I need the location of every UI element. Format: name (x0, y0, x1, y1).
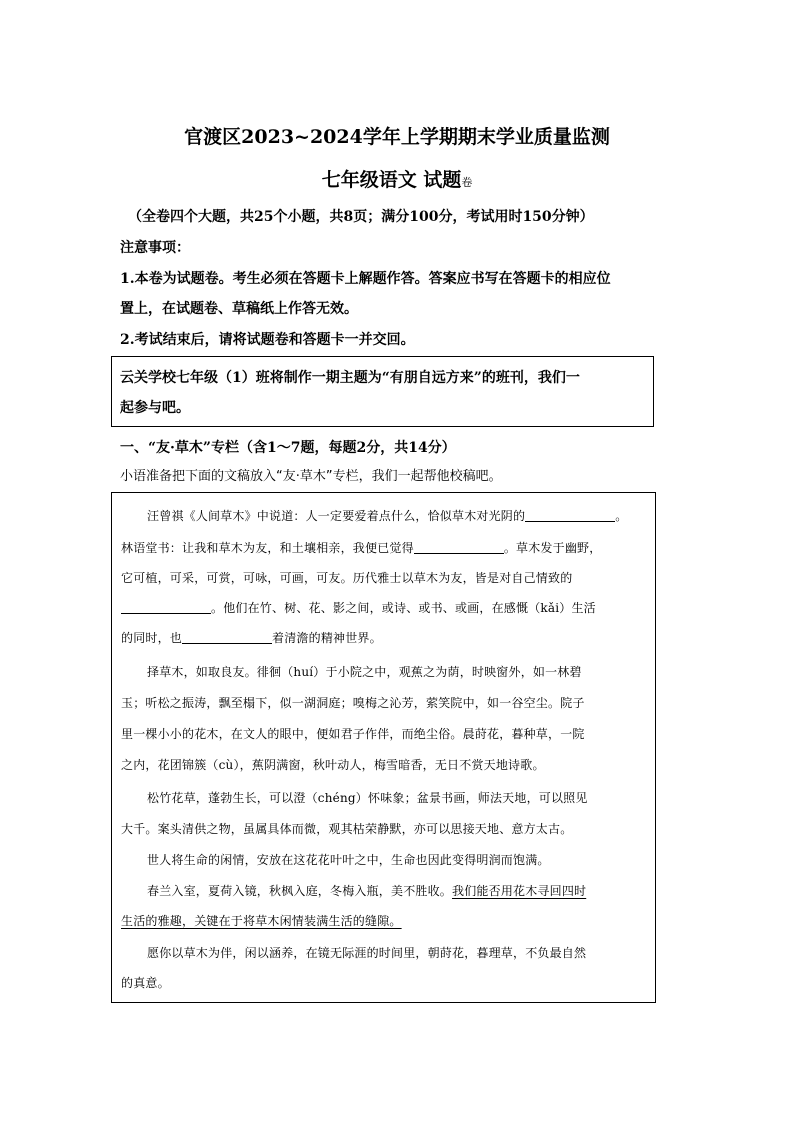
fill-blank-4 (182, 630, 272, 644)
passage-text: 着清澹的精神世界。 (272, 631, 382, 645)
note-item-1-line-2: 置上，在试题卷、草稿纸上作答无效。 (120, 301, 358, 317)
note-item-2: 2.考试结束后，请将试题卷和答题卡一并交回。 (120, 332, 415, 348)
passage-line: 择草木，如取良友。徘徊（huí）于小院之中，观蕉之为荫，时映窗外，如一林碧 (147, 665, 582, 679)
section-heading: 一、“友·草木”专栏（含1～7题，每题2分，共14分） (120, 440, 456, 456)
passage-line (147, 507, 627, 525)
passage-line: 里一棵小小的花木，在文人的眼中，便如君子作伴，而绝尘俗。晨莳花，暮种草，一院 (121, 727, 585, 741)
passage-line: 世人将生命的闲情，安放在这花花叶叶之中，生命也因此变得明润而饱满。 (147, 853, 550, 867)
passage-line: 的真意。 (121, 976, 170, 990)
section-subheading: 小语准备把下面的文稿放入“友·草木”专栏，我们一起帮他校稿吧。 (120, 469, 502, 484)
passage-line (147, 882, 586, 900)
passage-text: 。草木发于幽野， (503, 541, 602, 555)
note-item-1-line-1: 1.本卷为试题卷。考生必须在答题卡上解题作答。答案应书写在答题卡的相应位 (120, 271, 611, 287)
fill-blank-2 (414, 540, 504, 554)
exam-title: 官渡区2023~2024学年上学期期末学业质量监测 (184, 126, 610, 148)
fill-blank-1 (525, 508, 615, 522)
passage-text: 汪曾祺《人间草木》中说道：人一定要爱着点什么，恰似草木对光阴的 (147, 509, 526, 523)
passage-line: 松竹花草，蓬勃生长，可以澄（chéng）怀味象；盆景书画，师法天地，可以照见 (147, 791, 588, 805)
underlined-sentence: 生活的雅趣，关键在于将草木闲情装满生活的缝隙。 (121, 914, 402, 928)
passage-line (121, 539, 601, 557)
passage-line: 愿你以草木为伴，闲以涵养，在镜无际涯的时间里，朝莳花，暮理草，不负最自然 (147, 946, 587, 960)
passage-line: 它可植，可采，可赏，可咏，可画，可友。历代雅士以草木为友，皆是对自己情致的 (121, 571, 573, 585)
intro-line-1: 云关学校七年级（1）班将制作一期主题为“有朋自远方来”的班刊，我们一 (120, 370, 580, 386)
passage-line: 大千。案头清供之物，虽属具体而微，观其枯荣静默，亦可以思接天地、意方太古。 (121, 822, 573, 836)
passage-text: 。他们在竹、树、花、影之间，或诗、或书、或画，在感慨（kǎi）生活 (211, 601, 596, 615)
passage-text: 的同时，也 (121, 631, 183, 645)
passage-line: 之内，花团锦簇（cù），蕉阴满窗，秋叶动人，梅雪暗香，无日不赏天地诗歌。 (121, 758, 545, 772)
passage-line (121, 912, 402, 930)
passage-text: 。 (615, 509, 628, 523)
intro-line-2: 起参与吧。 (120, 400, 190, 416)
underlined-sentence: 我们能否用花木寻回四时 (452, 884, 587, 898)
passage-line: 玉；听松之振涛，飘至榻下，似一湖洞庭；嗅梅之沁芳，萦笑院中，如一谷空尘。院子 (121, 696, 585, 710)
exam-subtitle (0, 167, 794, 196)
fill-blank-3 (121, 600, 211, 614)
passage-box (111, 492, 656, 1003)
subtitle-small: 卷 (461, 176, 473, 189)
passage-line (121, 629, 382, 647)
subtitle-main: 七年级语文 试题 (321, 169, 462, 191)
passage-text: 春兰入室，夏荷入镜，秋枫入庭，冬梅入瓶，美不胜收。 (147, 884, 453, 898)
passage-text: 林语堂书：让我和草木为友，和土壤相亲，我便已觉得 (121, 541, 414, 555)
intro-box (111, 356, 654, 427)
exam-info: （全卷四个大题，共25个小题，共8页；满分100分，考试用时150分钟） (128, 209, 594, 225)
passage-line (121, 599, 596, 617)
notes-heading: 注意事项： (120, 240, 190, 256)
